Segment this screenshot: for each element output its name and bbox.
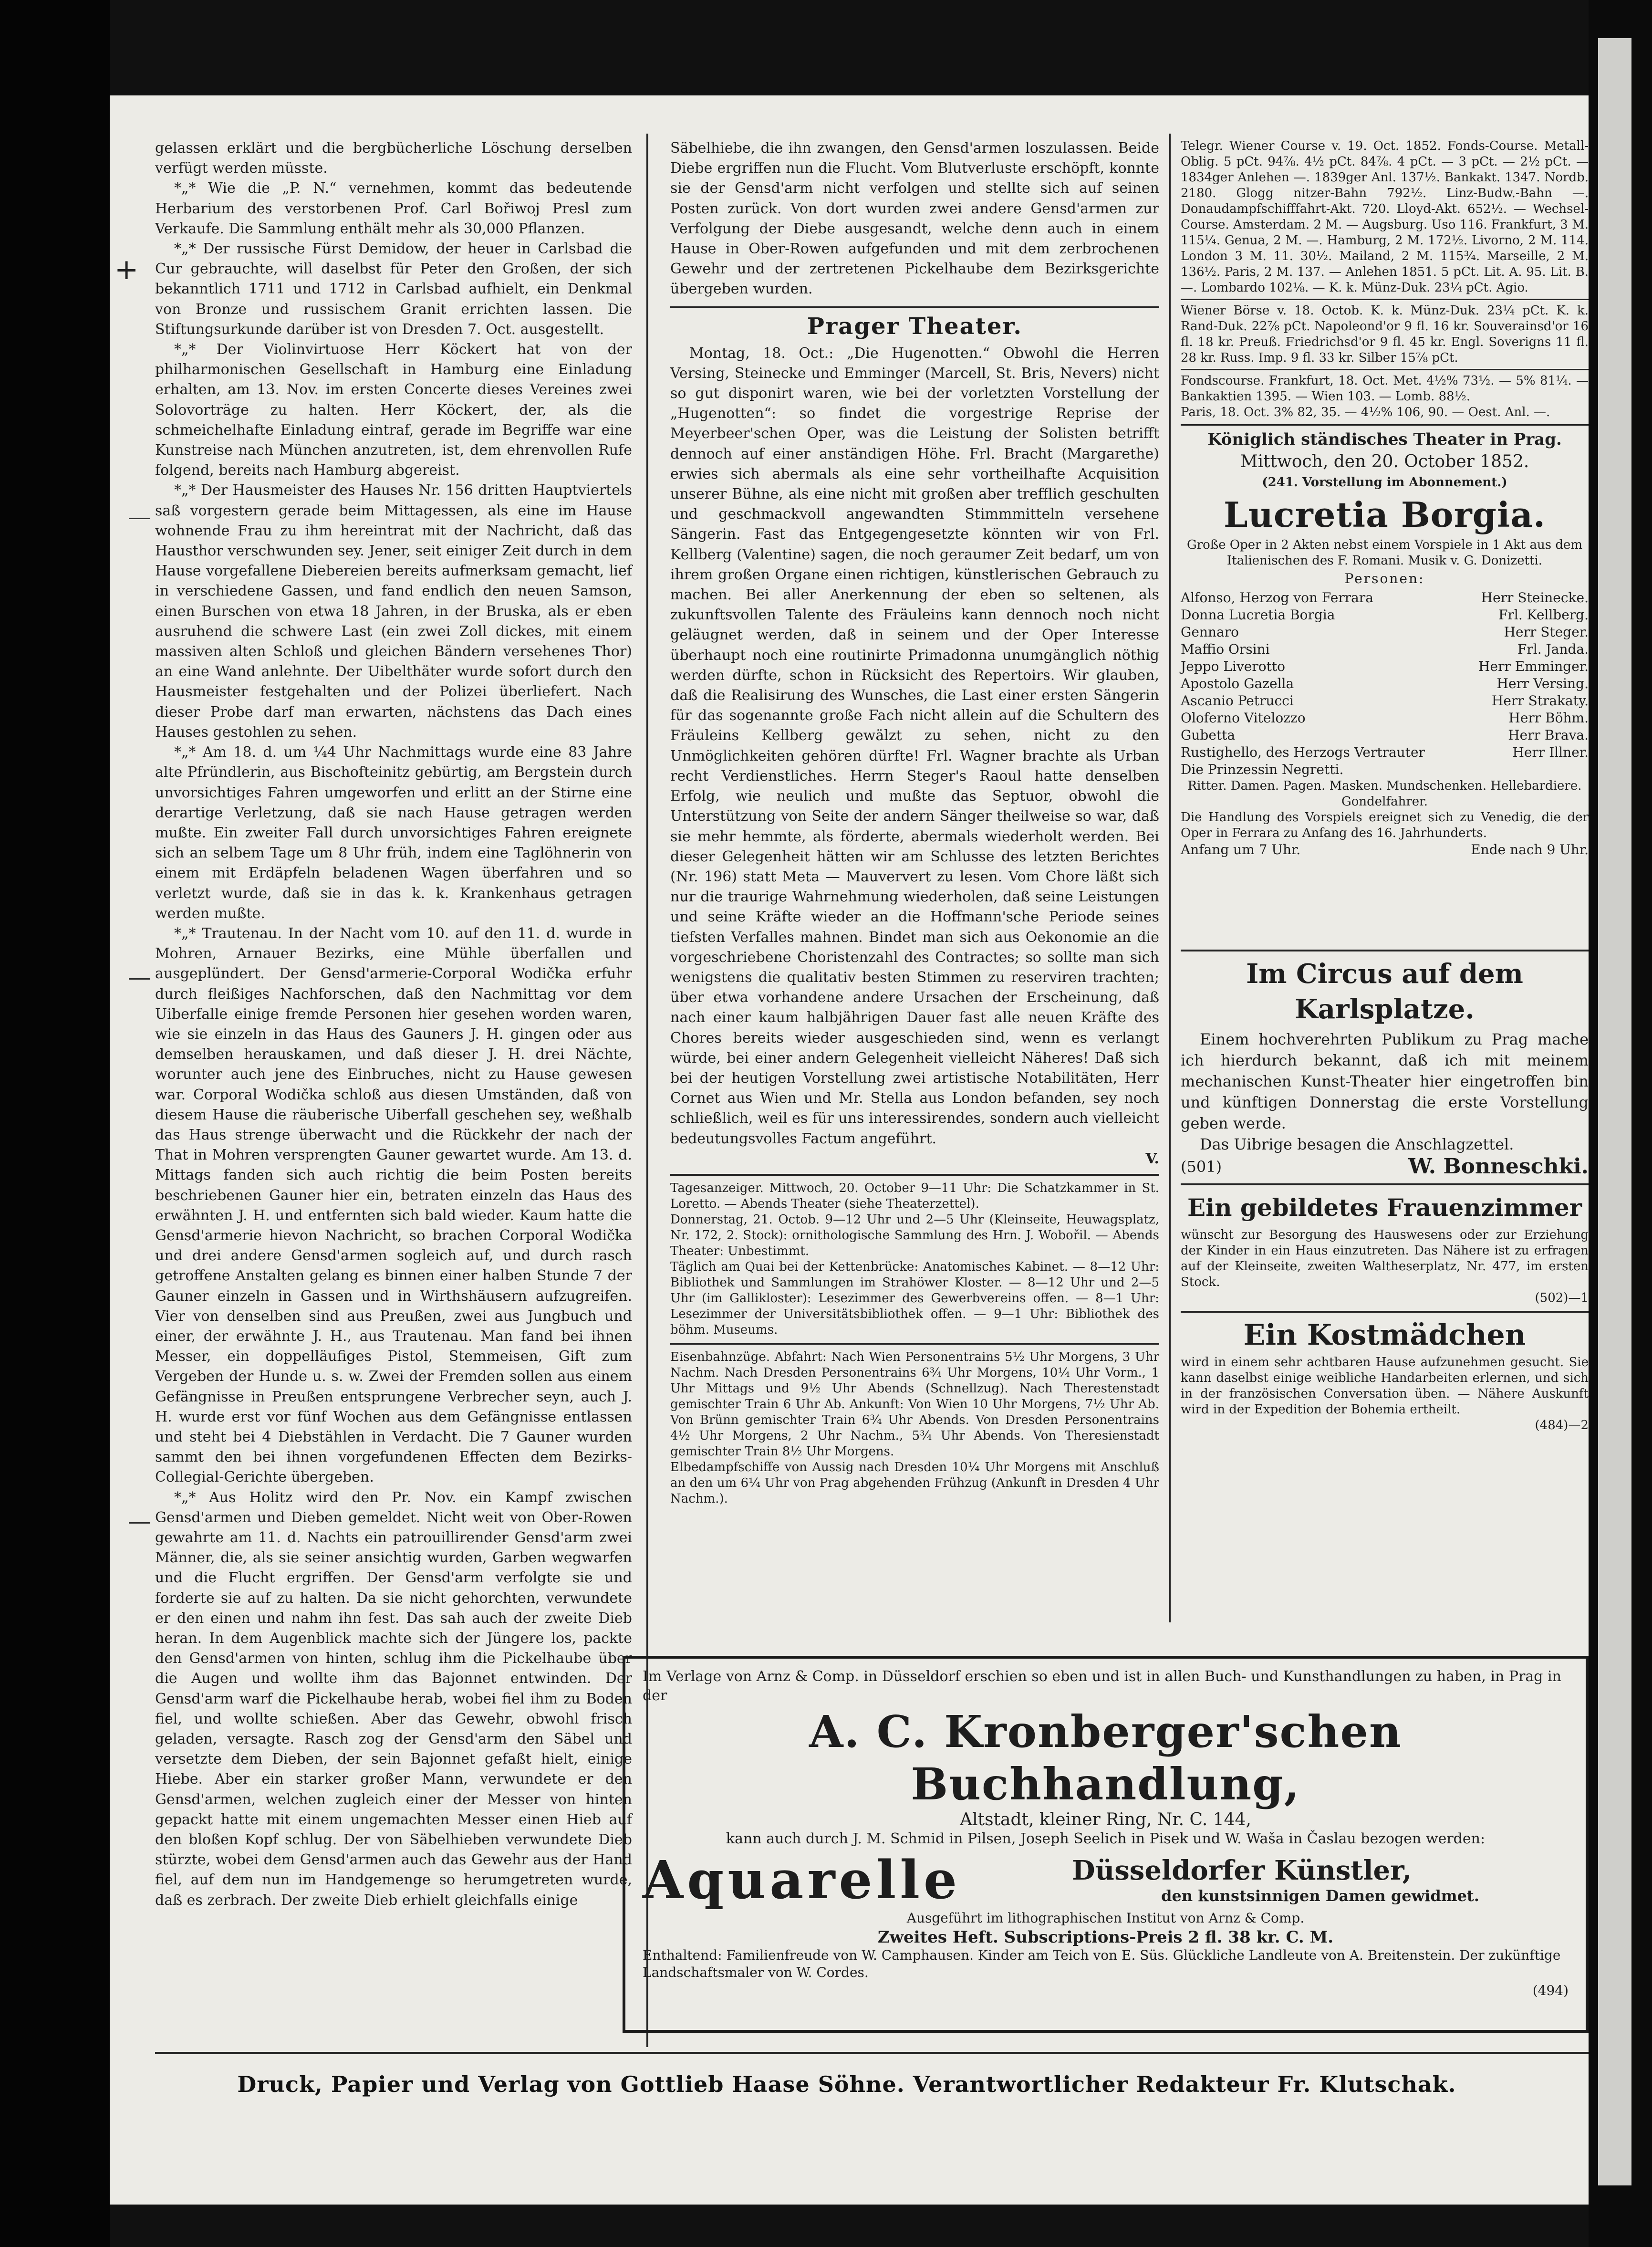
playbill-times xyxy=(1181,841,1589,858)
scan-border-right xyxy=(1589,0,1652,2247)
article-paragraph: gelassen erklärt und die bergbücherliche Löschung derselben verfügt werden müsste. xyxy=(155,140,632,177)
actor: Herr Emminger. xyxy=(1478,658,1589,674)
playbill-house: Königlich ständisches Theater in Prag. xyxy=(1207,430,1562,449)
playbill-setting: Die Handlung des Vorspiels ereignet sich zu Venedig, die der Oper in Ferrara zu Anfang des 16. Jahrhunderts. xyxy=(1181,810,1589,840)
ad-number: (501) xyxy=(1181,1158,1222,1176)
circus-body: Einem hochverehrten Publikum zu Prag mache ich hierdurch bekannt, daß ich mit meinem mechanischen Kunst-Theater hier eingetroffen bin und künftigen Donnerstag die erste Vorstellung geben werde. xyxy=(1181,1030,1589,1132)
actor: Herr Böhm. xyxy=(1508,710,1589,726)
end-time: Ende nach 9 Uhr. xyxy=(1471,841,1589,857)
bookad-right1: Düsseldorfer Künstler, xyxy=(1072,1855,1412,1886)
actor: Herr Illner. xyxy=(1512,744,1589,760)
column-3 xyxy=(1181,138,1589,945)
book-advertisement xyxy=(623,1656,1589,2033)
pencil-line xyxy=(129,1522,150,1524)
notice-line: Donnerstag, 21. Octob. 9—12 Uhr und 2—5 Uhr (Kleinseite, Heuwagsplatz, Nr. 172, 2. Stock): ornithologische Sammlung des Hrn. J. Wobořil. — Abends Theater: Unbestimmt. xyxy=(670,1212,1159,1258)
article-paragraph: *„* Der Violinvirtuose Herr Köckert hat von der philharmonischen Gesellschaft in Hamburg eine Einladung erhalten, am 13. Nov. im ersten Concerte dieses Vereines zwei Solovorträge zu halten. Herr Köckert, der, als die schmeichelhafte Einladung eintraf, gerade im Begriffe war eine Kunstreise nach München anzutreten, ist, dem ehrenvollen Rufe folgend, bereits nach Hamburg abgereist. xyxy=(155,341,632,479)
actor: Frl. Janda. xyxy=(1517,641,1589,657)
persons-label: Personen: xyxy=(1344,571,1425,587)
circus-heading: Im Circus auf dem Karlsplatze. xyxy=(1246,958,1523,1025)
cast-row xyxy=(1181,641,1589,658)
pencil-mark-icon: + xyxy=(114,253,139,286)
column-1 xyxy=(155,138,632,2045)
actor: Herr Strakaty. xyxy=(1491,692,1589,709)
role: Gubetta xyxy=(1181,727,1236,743)
playbill-extras: Ritter. Damen. Pagen. Masken. Mundschenken. Hellebardiere. Gondelfahrer. xyxy=(1187,778,1582,809)
role: Donna Lucretia Borgia xyxy=(1181,606,1335,623)
circus-footer xyxy=(1181,1155,1589,1179)
article-paragraph: *„* Aus Holitz wird den Pr. Nov. ein Kampf zwischen Gensd'armen und Dieben gemeldet. Nicht weit von Ober-Rowen gewahrte am 11. d. Nachts ein patrouillirender Gensd'arm zwei Männer, die, als sie seiner ansichtig wurden, Garben wegwarfen und die Flucht ergriffen. Der Gensd'arm verfolgte sie und forderte sie auf zu halten. Da sie nicht gehorchten, verwundete er den einen und nahm ihn fest. Das sah auch der zweite Dieb heran. In dem Augenblick machte sich der Jüngere los, packte den Gensd'armen von hinten, schlug ihm die Pickelhaube über die Augen und wollte ihm das Bajonnet entwinden. Der Gensd'arm warf die Pickelhaube herab, wobei fiel ihm zu Boden fiel, und wollte schießen. Aber das Gewehr, obwohl frisch geladen, versagte. Rasch zog der Gensd'arm den Säbel und versetzte dem Dieben, der sein Bajonnet gefaßt hielt, einige Hiebe. Aber ein starker großer Mann, verwundete er den Gensd'armen, welchen zugleich einer der Messer von hinten gepackt hatte mit einem ungemachten Messer einen Hieb auf den bloßen Kopf schlug. Der von Säbelhieben verwundete Dieb stürzte, wobei dem Gensd'armen auch das Gewehr aus der Hand fiel, auf dem nun im Handgemenge so herumgetreten wurde, daß es zerbrach. Der zweite Dieb erhielt gleichfalls einige xyxy=(155,1489,632,1909)
imprint-footer: Druck, Papier und Verlag von Gottlieb Haase Söhne. Verantwortlicher Redakteur Fr. Klutschak. xyxy=(237,2071,1456,2097)
newspaper-page xyxy=(110,95,1589,2205)
article-paragraph: *„* Wie die „P. N.“ vernehmen, kommt das bedeutende Herbarium des verstorbenen Prof. Carl Bořiwoj Presl zum Verkaufe. Die Sammlung enthält mehr als 30,000 Pflanzen. xyxy=(155,180,632,237)
section-rule xyxy=(670,1174,1159,1176)
theater-signature: V. xyxy=(1145,1150,1159,1167)
circus-line2: Das Uibrige besagen die Anschlagzettel. xyxy=(1200,1135,1514,1153)
role: Oloferno Vitelozzo xyxy=(1181,710,1306,726)
cast-row xyxy=(1181,658,1589,675)
section-rule xyxy=(1181,950,1589,951)
start-time: Anfang um 7 Uhr. xyxy=(1181,841,1301,857)
pencil-line xyxy=(129,518,150,519)
section-rule xyxy=(1181,299,1589,300)
bookad-big-word: Aquarelle xyxy=(643,1849,961,1911)
actor: Herr Brava. xyxy=(1508,727,1589,743)
actor: Herr Steger. xyxy=(1504,624,1589,640)
playbill-description: Große Oper in 2 Akten nebst einem Vorspiele in 1 Akt aus dem Italienischen des F. Romani. Musik v. G. Donizetti. xyxy=(1186,538,1583,568)
ad1-number: (502)—1 xyxy=(1535,1291,1589,1305)
bookad-main-row xyxy=(643,1851,1569,1909)
role: Die Prinzessin Negretti. xyxy=(1181,761,1344,777)
cast-row xyxy=(1181,624,1589,641)
theater-heading: Prager Theater. xyxy=(807,313,1023,340)
ad1-heading: Ein gebildetes Frauenzimmer xyxy=(1187,1193,1582,1222)
playbill-title: Lucretia Borgia. xyxy=(1223,494,1546,535)
cast-row xyxy=(1181,710,1589,727)
section-rule xyxy=(155,2052,1589,2054)
cast-row xyxy=(1181,606,1589,624)
bookad-sub1: Ausgeführt im lithographischen Institut von Arnz & Comp. xyxy=(906,1910,1305,1926)
column-2 xyxy=(670,138,1159,1506)
bookad-sub2: Zweites Heft. Subscriptions-Preis 2 fl. 38 kr. C. M. xyxy=(877,1928,1334,1947)
boerse-line: Fondscourse. Frankfurt, 18. Oct. Met. 4½% 73½. — 5% 81¼. — Bankaktien 1395. — Wien 103. — Lomb. 88½. xyxy=(1181,374,1589,404)
section-rule xyxy=(670,1343,1159,1345)
bookad-content: Enthaltend: Familienfreude von W. Camphausen. Kinder am Teich von E. Süs. Glückliche Landleute von A. Breitenstein. Der zukünftige Landschaftsmaler von W. Cordes. xyxy=(643,1947,1561,1980)
circus-signature: W. Bonneschki. xyxy=(1408,1154,1589,1179)
article-paragraph: *„* Trautenau. In der Nacht vom 10. auf den 11. d. wurde in Mohren, Arnauer Bezirks, eine Mühle überfallen und ausgeplündert. Der Gensd'armerie-Corporal Wodička erfuhr durch fleißiges Nachforschen, daß den Nachmittag vor dem Uiberfalle einige fremde Personen hier gesehen worden waren, wie sie einzeln in das Haus des Gauners J. H. gingen oder aus demselben herauskamen, und daß dieser J. H. drei Nächte, worunter auch jene des Einbruches, nicht zu Hause gewesen war. Corporal Wodička schloß aus diesen Umständen, daß von diesem Hause die räuberische Uiberfall geschehen sey, weßhalb das Haus strenge überwacht und die Rückkehr der nach der That in Mohren versprengten Gauner gewartet wurde. Am 13. d. Mittags fanden sich auch richtig die beim Posten bereits beschriebenen Gauner hier ein, betraten einzeln das Haus des erwähnten J. H. und entfernten sich bald wieder. Kaum hatte die Gensd'armerie hievon Nachricht, so brachen Corporal Wodička und drei andere Gensd'armen sogleich auf, und durch rasch getroffene Anstalten gelang es binnen einer halben Stunde 7 der Gauner einzeln in Gassen und in Wirthshäusern aufzugreifen. Vier von denselben sind aus Preußen, zwei aus Jungbuch und einer, der erwähnte J. H., aus Trautenau. Man fand bei ihnen Messer, ein doppelläufiges Pistol, Stemmeisen, Gift zum Vergeben der Hunde u. s. w. Zwei der Fremden sollen aus einem Gefängnisse in Preußen entsprungene Verbrecher seyn, auch J. H. wurde erst vor fünf Wochen aus dem Gefängnisse entlassen und steht bei 4 Diebstählen in Verdacht. Die 7 Gauner wurden sammt den bei ihnen vorgefundenen Effecten dem Bezirks-Collegial-Gerichte übergeben. xyxy=(155,925,632,1486)
cast-row xyxy=(1181,744,1589,761)
ad2-body: wird in einem sehr achtbaren Hause aufzunehmen gesucht. Sie kann daselbst einige weibliche Handarbeiten erlernen, und sich in der französischen Conversation üben. — Nähere Auskunft wird in der Expedition der Bohemia ertheilt. xyxy=(1181,1355,1589,1417)
boerse-line: Telegr. Wiener Course v. 19. Oct. 1852. Fonds-Course. Metall-Oblig. 5 pCt. 94⅞. 4½ pCt. 84⅞. 4 pCt. — 3 pCt. — 2½ pCt. — 1834ger Anlehen —. 1839ger Anl. 137½. Bankakt. 1347. Nordb. 2180. Glogg nitzer-Bahn 792½. Linz-Budw.-Bahn —. Donaudampfschifffahrt-Akt. 720. Lloyd-Akt. 652½. — Wechsel-Course. Amsterdam. 2 M. — Augsburg. Uso 116. Frankfurt, 3 M. 115¼. Genua, 2 M. —. Hamburg, 2 M. 172½. Livorno, 2 M. 114. London 3 M. 11. 30½. Mailand, 2 M. 115¾. Marseille, 2 M. 136½. Paris, 2 M. 137. — Anlehen 1851. 5 pCt. Lit. A. 95. Lit. B. —. Lombardo 102⅛. — K. k. Münz-Duk. 23¼ pCt. Agio. xyxy=(1181,139,1589,295)
cast-row xyxy=(1181,727,1589,744)
role: Rustighello, des Herzogs Vertrauter xyxy=(1181,744,1425,760)
boerse xyxy=(1181,138,1589,420)
notice-line: Täglich am Quai bei der Kettenbrücke: Anatomisches Kabinet. — 8—12 Uhr: Bibliothek und Sammlungen im Strahöwer Kloster. — 8—12 Uhr und 2—5 Uhr (im Gallikloster): Lesezimmer des Gewerbvereins offen. — 8—1 Uhr: Lesezimmer der Universitätsbibliothek offen. — 9—1 Uhr: Bibliothek des böhm. Museums. xyxy=(670,1259,1159,1337)
role: Ascanio Petrucci xyxy=(1181,692,1294,709)
section-rule xyxy=(1181,1311,1589,1313)
scan-border-left xyxy=(0,0,110,2247)
bookad-intro: Im Verlage von Arnz & Comp. in Düsseldorf erschien so eben und ist in allen Buch- und Kunsthandlungen zu haben, in Prag in der xyxy=(643,1668,1561,1704)
boerse-line: Paris, 18. Oct. 3% 82, 35. — 4½% 106, 90. — Oest. Anl. —. xyxy=(1181,405,1550,419)
playbill-note: (241. Vorstellung im Abonnement.) xyxy=(1262,475,1507,490)
role: Apostolo Gazella xyxy=(1181,675,1294,691)
bookad-right2: den kunstsinnigen Damen gewidmet. xyxy=(1161,1887,1479,1905)
notice-line: Tagesanzeiger. Mittwoch, 20. October 9—11 Uhr: Die Schatzkammer in St. Loretto. — Abends Theater (siehe Theaterzettel). xyxy=(670,1181,1159,1211)
cast-row xyxy=(1181,761,1589,778)
tagesanzeiger xyxy=(670,1181,1159,1338)
cast-row xyxy=(1181,675,1589,692)
cast-row xyxy=(1181,589,1589,606)
article-paragraph: Säbelhiebe, die ihn zwangen, den Gensd'armen loszulassen. Beide Diebe ergriffen nun die Flucht. Vom Blutverluste erschöpft, konnte sie der Gensd'arm nicht verfolgen und stellte sich auf seinen Posten zurück. Von dort wurden zwei andere Gensd'armen zur Verfolgung der Diebe ausgesandt, welche denn auch in einem Hause in Ober-Rowen aufgefunden und mit dem zerbrochenen Gewehr und der zertretenen Pickelhaube dem Bezirksgerichte übergeben wurden. xyxy=(670,140,1159,298)
bookad-number: (494) xyxy=(1532,1983,1569,1998)
ad2-number: (484)—2 xyxy=(1535,1418,1589,1432)
section-rule xyxy=(1181,1183,1589,1185)
actor: Frl. Kellberg. xyxy=(1498,606,1589,623)
next-page-edge xyxy=(1598,38,1631,2185)
notice-line: Eisenbahnzüge. Abfahrt: Nach Wien Personentrains 5½ Uhr Morgens, 3 Uhr Nachm. Nach Dresden Personentrains 6¾ Uhr Morgens, 10¼ Uhr Vorm., 1 Uhr Mittags und 9½ Uhr Abends (Schnellzug). Nach Therestenstadt gemischter Train 6 Uhr Ab. Ankunft: Von Wien 10 Uhr Morgens, 7½ Uhr Ab. Von Brünn gemischter Train 6¾ Uhr Abends. Von Dresden Personentrains 4½ Uhr Morgens, 2 Uhr Nachm., 5¾ Uhr Abends. Von Theresienstadt gemischter Train 8½ Uhr Morgens. xyxy=(670,1349,1159,1459)
ad1-body: wünscht zur Besorgung des Hauswesens oder zur Erziehung der Kinder in ein Haus einzutreten. Das Nähere ist zu erfragen auf der Kleinseite, zweiten Waltheserplatz, Nr. 477, im ersten Stock. xyxy=(1181,1228,1589,1289)
column-3-ads xyxy=(1181,954,1589,1651)
bookad-address: Altstadt, kleiner Ring, Nr. C. 144, xyxy=(960,1810,1251,1829)
role: Maffio Orsini xyxy=(1181,641,1270,657)
section-rule xyxy=(670,306,1159,308)
cast-list xyxy=(1181,589,1589,778)
role: Alfonso, Herzog von Ferrara xyxy=(1181,589,1373,606)
article-paragraph: *„* Am 18. d. um ¼4 Uhr Nachmittags wurde eine 83 Jahre alte Pfründlerin, aus Bischofteinitz gebürtig, am Bergstein durch unvorsichtiges Fahren umgeworfen und erlitt an der Stirne eine derartige Verletzung, daß sie nach Hause getragen werden mußte. Ein zweiter Fall durch unvorsichtiges Fahren ereignete sich an selbem Tage um 8 Uhr früh, indem eine Taglöhnerin von einem mit Erdäpfeln beladenen Wagen überfahren und so verletzt wurde, daß sie in das k. k. Krankenhaus getragen werden mußte. xyxy=(155,744,632,922)
role: Gennaro xyxy=(1181,624,1239,640)
notice-line: Elbedampfschiffe von Aussig nach Dresden 10¼ Uhr Morgens mit Anschluß an den um 6¼ Uhr von Prag abgehenden Frühzug (Ankunft in Dresden 4 Uhr Nachm.). xyxy=(670,1460,1159,1506)
cast-row xyxy=(1181,692,1589,710)
section-rule xyxy=(1181,369,1589,370)
bookad-right xyxy=(1072,1855,1569,1905)
bookad-also: kann auch durch J. M. Schmid in Pilsen, Joseph Seelich in Pisek und W. Waša in Časlau bezogen werden: xyxy=(726,1830,1486,1847)
section-rule xyxy=(1181,424,1589,426)
playbill-date: Mittwoch, den 20. October 1852. xyxy=(1240,452,1529,472)
actor: Herr Versing. xyxy=(1496,675,1589,691)
article-paragraph: *„* Der Hausmeister des Hauses Nr. 156 dritten Hauptviertels saß vorgestern gerade beim Mittagessen, als eine im Hause wohnende Frau zu ihm hereintrat mit der Nachricht, daß das Hausthor verschwunden sey. Jener, seit einiger Zeit durch in dem Hause vorgefallene Diebereien bereits aufmerksam gemacht, lief in verschiedene Gassen, und fand endlich den neuen Samson, einen Burschen von etwa 18 Jahren, in der Bruska, als er eben ausruhend die schwere Last (ein zwei Zoll dickes, mit einem massiven alten Schloß und gleichen Bändern versehenes Thor) an eine Wand anlehnte. Der Uibelthäter wurde sofort durch den Hausmeister festgehalten und der Polizei überliefert. Nach dieser Probe darf man erwarten, nächstens das Dach eines Hauses gestohlen zu sehen. xyxy=(155,482,632,741)
bookad-title: A. C. Kronberger'schen Buchhandlung, xyxy=(809,1706,1402,1810)
role: Jeppo Liverotto xyxy=(1181,658,1285,674)
column-divider xyxy=(1169,134,1171,1622)
pencil-line xyxy=(129,978,150,980)
eisenbahn xyxy=(670,1349,1159,1507)
ad2-heading: Ein Kostmädchen xyxy=(1243,1318,1526,1352)
theater-review: Montag, 18. Oct.: „Die Hugenotten.“ Obwohl die Herren Versing, Steinecke und Emminger (Marcell, St. Bris, Nevers) nicht so gut disponirt waren, wie bei der vorletzten Vorstellung der „Hugenotten“: so findet die vorgestrige Reprise der Meyerbeer'schen Oper, was die Leistung der Solisten betrifft dennoch auf einer anständigen Höhe. Frl. Bracht (Margarethe) erwies sich abermals als eine sehr vortheilhafte Acquisition unserer Bühne, als eine nicht mit großen aber trefflich geschulten und geschmackvoll angewandten Stimmmitteln versehene Sängerin. Fast das Entgegengesetzte könnten wir von Frl. Kellberg (Valentine) sagen, die noch geraumer Zeit bedarf, um von ihrem großen Organe einen richtigen, künstlerischen Gebrauch zu machen. Bei aller Anerkennung der eben so seltenen, als zukunftsvollen Talente des Fräuleins kann dennoch noch nicht geläugnet werden, daß in seinem und der Oper Interesse überhaupt noch eine routinirte Primadonna unumgänglich nöthig werden dürfte, schon in Rücksicht des Repertoirs. Wir glauben, daß die Realisirung des Wunsches, die Last einer ersten Sängerin für das sogenannte große Fach nicht allein auf die Schultern des Fräuleins Kellberg gewälzt zu sehen, nicht zu den Unmöglichkeiten gehören dürfte! Frl. Wagner brachte als Urban recht Verdienstliches. Herrn Steger's Raoul hatte denselben Erfolg, wie neulich und mußte das Septuor, obwohl die Unterstützung von Seite der andern Sänger theilweise so war, daß sie mehr hemmte, als förderte, abermals wiederholt werden. Bei dieser Gelegenheit hätten wir am Schlusse des letzten Berichtes (Nr. 196) statt Meta — Mauververt zu lesen. Vom Chore läßt sich nur die traurige Wahrnehmung wiederholen, daß seine Leistungen und seine Kräfte wieder an die Hoffmann'sche Periode seines tiefsten Verfalles mahnen. Bindet man sich aus Oekonomie an die vorgeschriebene Choristenzahl des Contractes; so sollte man sich wenigstens die qualitativ besten Stimmen zu reserviren trachten; über etwa vorhandene andere Ursachen der Erscheinung, daß nach einer kaum halbjährigen Dauer fast alle neuen Kräfte des Chores bereits wieder ausgeschieden sind, wenn es verlangt würde, bei einer andern Gelegenheit vielleicht Näheres! Daß sich bei der heutigen Vorstellung zwei artistische Notabilitäten, Herr Cornet aus Wien und Mr. Stella aus London befanden, sey noch schließlich, weil es für uns interessirendes, sondern auch vielleicht bedeutungsvolles Factum angeführt. xyxy=(670,345,1159,1147)
article-paragraph: *„* Der russische Fürst Demidow, der heuer in Carlsbad die Cur gebrauchte, will daselbst für Peter den Großen, der sich bekanntlich 1711 und 1712 in Carlsbad aufhielt, ein Denkmal von Bronze und russischem Granit errichten lassen. Die Stiftungsurkunde darüber ist von Dresden 7. Oct. ausgestellt. xyxy=(155,240,632,338)
boerse-line: Wiener Börse v. 18. Octob. K. k. Münz-Duk. 23¼ pCt. K. k. Rand-Duk. 22⅞ pCt. Napoleond'or 9 fl. 16 kr. Souverainsd'or 16 fl. 18 kr. Preuß. Friedrichsd'or 9 fl. 45 kr. Engl. Soverigns 11 fl. 28 kr. Russ. Imp. 9 fl. 33 kr. Silber 15⅞ pCt. xyxy=(1181,303,1589,365)
actor: Herr Steinecke. xyxy=(1481,589,1589,606)
